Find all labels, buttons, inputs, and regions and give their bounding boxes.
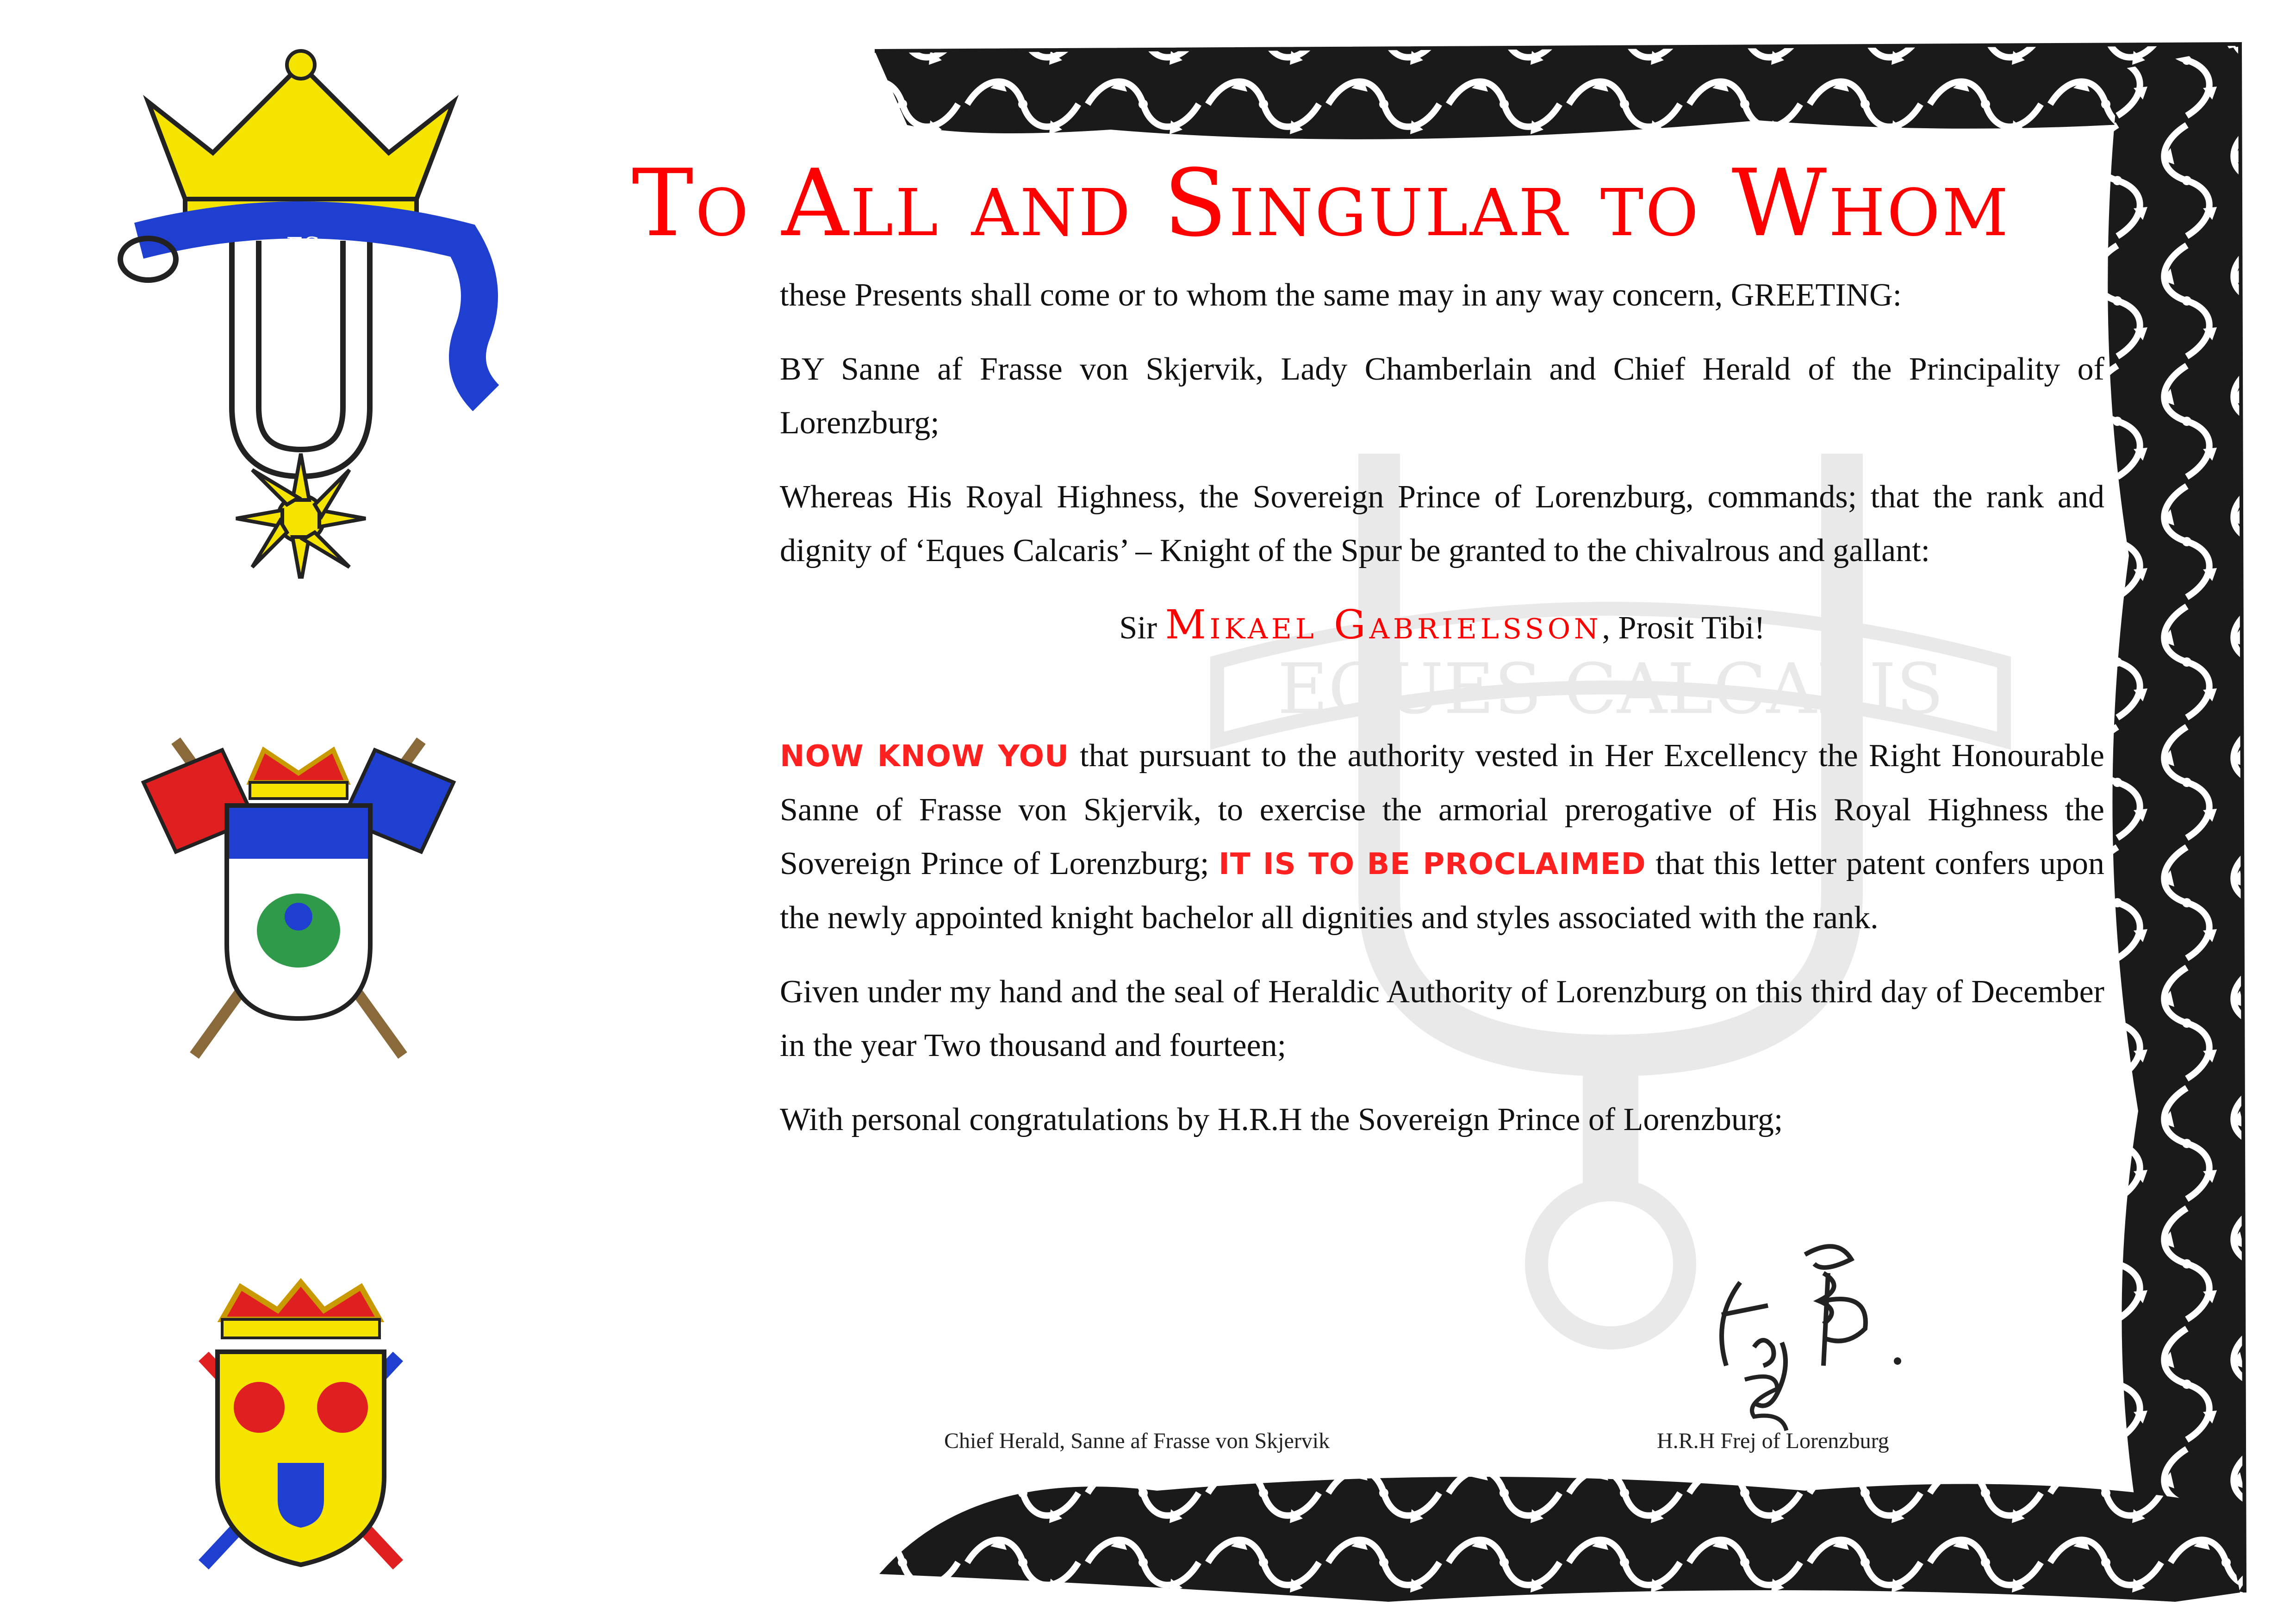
now-know-you-lead: NOW KNOW YOU xyxy=(780,739,1069,774)
congratulations-paragraph: With personal congratulations by H.R.H the Sovereign Prince of Lorenzburg; xyxy=(780,1102,1783,1137)
certificate-title: To All and Singular to Whom xyxy=(632,150,2010,257)
knight-line xyxy=(780,598,2104,655)
certificate-body xyxy=(780,269,2104,1167)
prince-signature-label: H.R.H Frej of Lorenzburg xyxy=(1657,1429,1889,1453)
knight-name: Mikael Gabrielsson xyxy=(1165,602,1602,648)
handwritten-signature xyxy=(1685,1227,1925,1449)
peacock-coat-of-arms xyxy=(116,722,481,1074)
herald-paragraph: BY Sanne af Frasse von Skjervik, Lady Chamberlain and Chief Herald of the Principality of Lorenzburg; xyxy=(780,351,2104,441)
proclamation-text-a: that pursuant to the authority vested in Her Excellency the Right Honourable Sanne of Frasse von Skjervik, to exercise the armorial prerogative of His Royal Highness the Sovereign Prince of Lorenzburg; xyxy=(780,738,2104,881)
greeting-paragraph: these Presents shall come or to whom the same may in any way concern, GREETING: xyxy=(780,277,1902,313)
knight-suffix: , Prosit Tibi! xyxy=(1602,610,1765,646)
knight-prefix: Sir xyxy=(1119,610,1157,646)
spur-crown-emblem xyxy=(93,46,509,579)
yellow-shield-coat-of-arms xyxy=(185,1278,417,1583)
watermark-text: EQUES CALCARIS xyxy=(1277,649,1944,730)
spur-band-text: ES xyxy=(286,233,320,261)
proclamation-paragraph xyxy=(780,729,2104,945)
proclamation-text-b: that this letter patent confers upon the newly appointed knight bachelor all dignities and styles associated with the rank. xyxy=(780,846,2105,936)
proclaimed-emphasis: IT IS TO BE PROCLAIMED xyxy=(1219,847,1646,881)
given-paragraph: Given under my hand and the seal of Heraldic Authority of Lorenzburg on this third day of December in the year Two thousand and fourteen; xyxy=(780,974,2104,1063)
chief-herald-signature-label: Chief Herald, Sanne af Frasse von Skjervik xyxy=(944,1429,1330,1453)
whereas-paragraph: Whereas His Royal Highness, the Sovereign Prince of Lorenzburg, commands; that the rank and dignity of ‘Eques Calcaris’ – Knight of the Spur be granted to the chivalrous and gallant: xyxy=(780,479,2104,568)
